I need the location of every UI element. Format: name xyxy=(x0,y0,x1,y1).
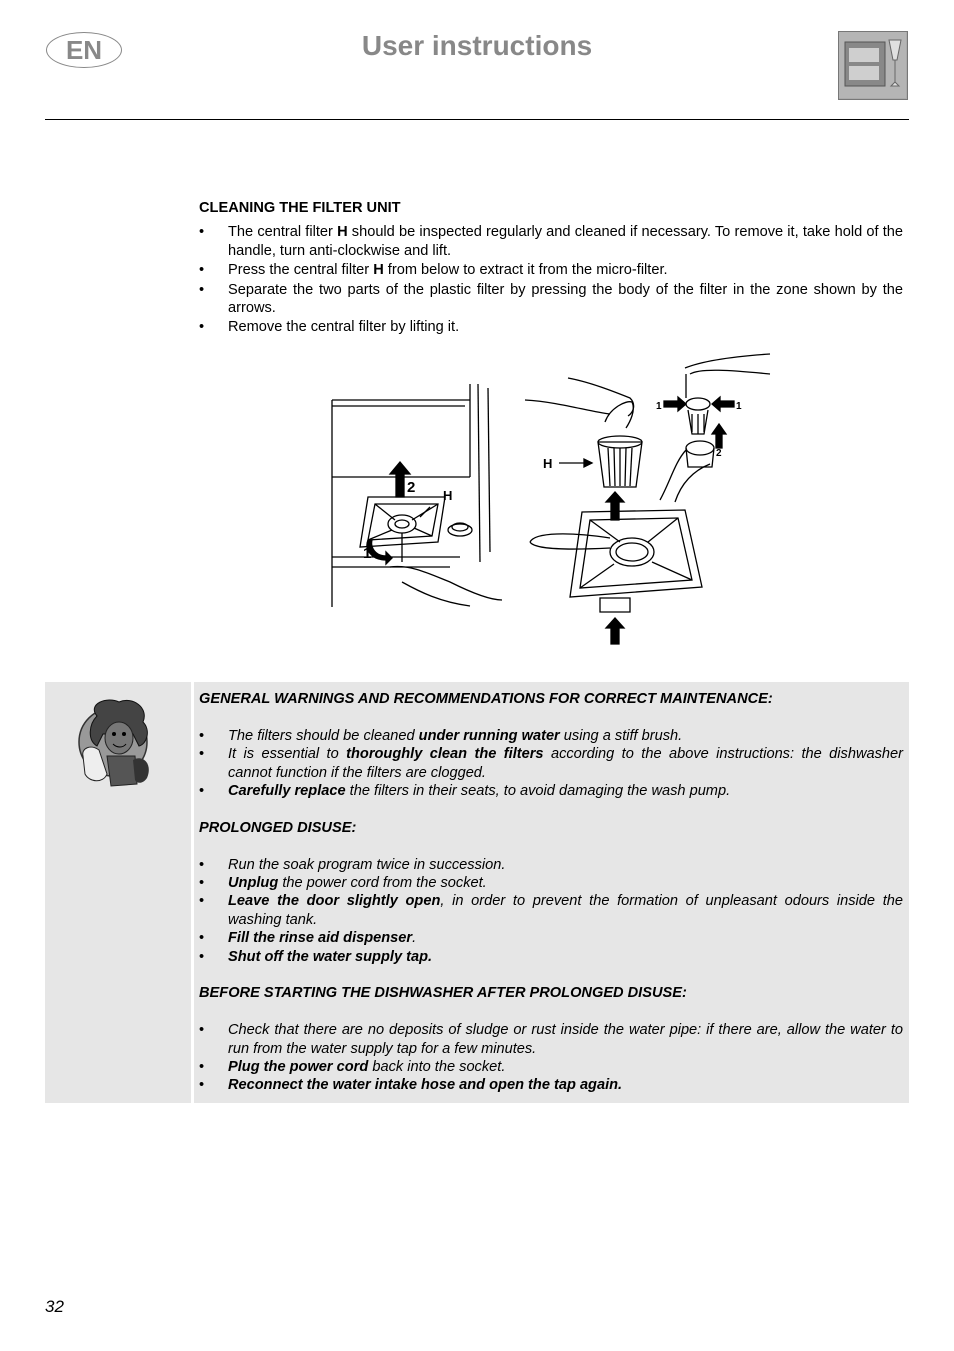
label-2-left: 2 xyxy=(407,479,416,496)
restart-list xyxy=(199,1021,903,1095)
section-heading: CLEANING THE FILTER UNIT xyxy=(199,200,401,216)
list-item: • Shut off the water supply tap. xyxy=(199,948,903,966)
label-1b: 1 xyxy=(736,401,742,412)
list-item: • Leave the door slightly open, in order to prevent the formation of unpleasant odours inside the washing tank. xyxy=(199,892,903,929)
list-item: • Plug the power cord back into the socket. xyxy=(199,1058,903,1076)
filter-removal-illustration xyxy=(330,352,775,648)
general-warnings-list xyxy=(199,727,903,801)
label-1-left: 1 xyxy=(363,545,372,562)
general-warnings-heading: GENERAL WARNINGS AND RECOMMENDATIONS FOR CORRECT MAINTENANCE: xyxy=(199,691,773,707)
dishwasher-icon xyxy=(838,31,908,100)
left-illustration xyxy=(332,384,502,607)
restart-heading: BEFORE STARTING THE DISHWASHER AFTER PROLONGED DISUSE: xyxy=(199,985,687,1002)
label-1a: 1 xyxy=(656,401,662,412)
list-item: • It is essential to thoroughly clean the filters according to the above instructions: the dishwasher cannot function if the filters are clogged. xyxy=(199,745,903,782)
header-divider xyxy=(45,119,909,120)
mascot-icon xyxy=(77,694,161,790)
warnings-sidebar xyxy=(45,682,194,1103)
prolonged-disuse-heading: PROLONGED DISUSE: xyxy=(199,819,357,836)
label-2-right: 2 xyxy=(716,448,722,459)
list-item: • Press the central filter H from below to extract it from the micro-filter. xyxy=(199,261,903,279)
list-item: • The central filter H should be inspected regularly and cleaned if necessary. To remove it, take hold of the handle, turn anti-clockwise and lift. xyxy=(199,223,903,260)
list-item: • Reconnect the water intake hose and open the tap again. xyxy=(199,1076,903,1094)
list-item: • Check that there are no deposits of sludge or rust inside the water pipe: if there are, allow the water to run from the water supply tap for a few minutes. xyxy=(199,1021,903,1058)
list-item: • Fill the rinse aid dispenser. xyxy=(199,929,903,947)
middle-illustration xyxy=(525,378,702,644)
prolonged-disuse-list xyxy=(199,856,903,966)
label-h-left: H xyxy=(443,488,453,503)
page-number: 32 xyxy=(45,1297,64,1316)
list-item: • Unplug the power cord from the socket. xyxy=(199,874,903,892)
right-illustration xyxy=(660,354,770,502)
page-title: User instructions xyxy=(361,30,593,61)
filter-section xyxy=(199,199,903,338)
filter-steps-list xyxy=(199,223,903,336)
list-item: • Separate the two parts of the plastic filter by pressing the body of the filter in the zone shown by the arrows. xyxy=(199,281,903,318)
label-h-right: H xyxy=(543,456,553,471)
list-item: • The filters should be cleaned under running water using a stiff brush. xyxy=(199,727,903,745)
language-label: EN xyxy=(65,34,103,65)
warnings-content xyxy=(199,690,903,1095)
warnings-box xyxy=(45,682,909,1103)
list-item: • Remove the central filter by lifting it. xyxy=(199,318,903,336)
list-item: • Run the soak program twice in succession. xyxy=(199,856,903,874)
list-item: • Carefully replace the filters in their seats, to avoid damaging the wash pump. xyxy=(199,782,903,800)
